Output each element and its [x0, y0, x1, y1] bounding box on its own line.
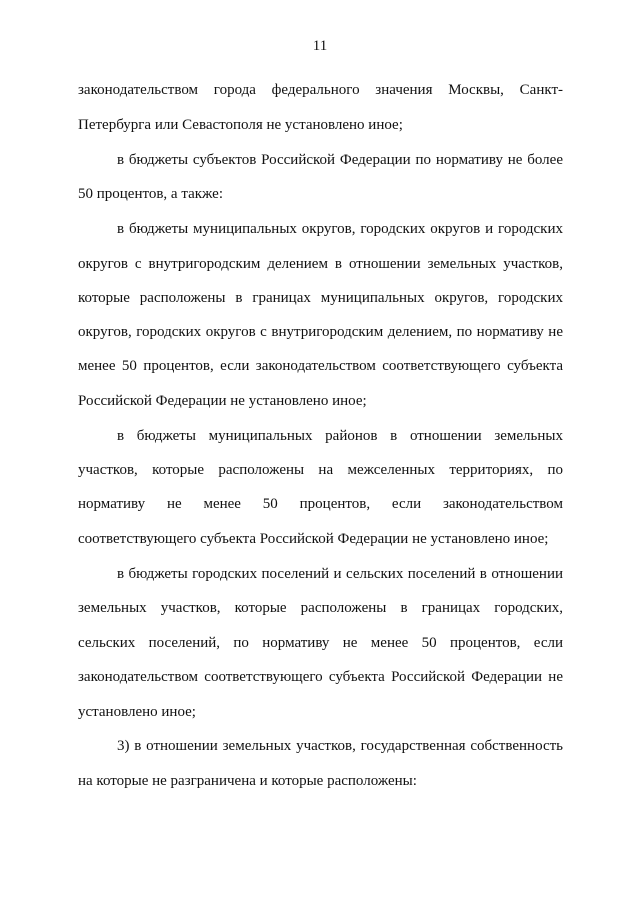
text-line: округов с внутригородским делением в отношении земельных участков, — [78, 256, 563, 272]
text-line: сельских поселений, по нормативу не менее 50 процентов, если — [78, 635, 563, 651]
text-line: соответствующего субъекта Российской Федерации не установлено иное; — [78, 531, 549, 547]
text-line: которые расположены в границах муниципальных округов, городских — [78, 290, 563, 306]
text-line: в бюджеты субъектов Российской Федерации по нормативу не более — [117, 152, 563, 168]
text-line: установлено иное; — [78, 704, 196, 720]
text-line: законодательством города федерального значения Москвы, Санкт- — [78, 82, 563, 98]
text-line: земельных участков, которые расположены в границах городских, — [78, 600, 563, 616]
text-line: нормативу не менее 50 процентов, если законодательством — [78, 496, 563, 512]
text-line: 3) в отношении земельных участков, государственная собственность — [117, 738, 563, 754]
text-line: Петербурга или Севастополя не установлено иное; — [78, 117, 403, 133]
text-line: 50 процентов, а также: — [78, 186, 224, 202]
text-line: в бюджеты городских поселений и сельских поселений в отношении — [117, 566, 563, 582]
text-line: участков, которые расположены на межселенных территориях, по — [78, 462, 563, 478]
page-number: 11 — [312, 38, 328, 54]
text-line: менее 50 процентов, если законодательством соответствующего субъекта — [78, 358, 563, 374]
text-line: в бюджеты муниципальных районов в отношении земельных — [117, 428, 563, 444]
text-line: Российской Федерации не установлено иное; — [78, 393, 367, 409]
text-line: законодательством соответствующего субъекта Российской Федерации не — [78, 669, 563, 685]
text-line: округов, городских округов с внутригородским делением, по нормативу не — [78, 324, 563, 340]
text-line: на которые не разграничена и которые расположены: — [78, 773, 417, 789]
text-line: в бюджеты муниципальных округов, городских округов и городских — [117, 221, 563, 237]
